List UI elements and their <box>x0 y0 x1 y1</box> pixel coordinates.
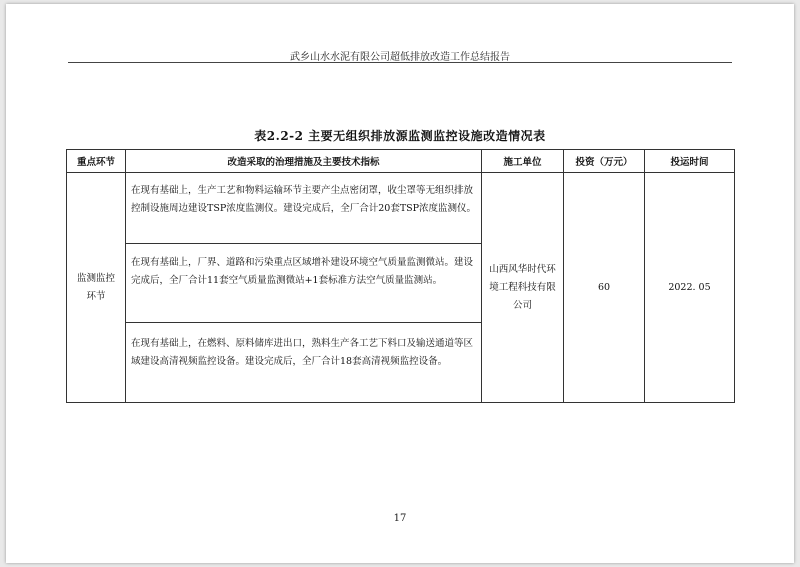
column-header: 改造采取的治理措施及主要技术指标 <box>126 150 482 173</box>
page-number: 17 <box>393 513 407 524</box>
table-row <box>67 173 735 244</box>
column-header: 重点环节 <box>67 150 126 173</box>
document-page <box>6 4 794 563</box>
measure-cell-video: 在现有基础上，在燃料、原料储库进出口，熟料生产各工艺下料口及输送通道等区域建设高清视频监控设备。建设完成后，全厂合计18套高清视频监控设备。 <box>126 323 482 403</box>
measure-cell-tsp: 在现有基础上，生产工艺和物料运输环节主要产尘点密闭罩，收尘罩等无组织排放控制设施周边建设TSP浓度监测仪。建设完成后，全厂合计20套TSP浓度监测仪。 <box>126 173 482 244</box>
contractor-cell: 山西风华时代环境工程科技有限公司 <box>482 173 564 403</box>
column-header: 施工单位 <box>482 150 564 173</box>
column-header: 投资（万元） <box>564 150 645 173</box>
header-divider <box>68 62 732 63</box>
facilities-table <box>66 149 735 403</box>
table-title: 表2.2-2 主要无组织排放源监测监控设施改造情况表 <box>254 129 546 143</box>
operation-date-cell: 2022. 05 <box>645 173 735 403</box>
category-cell: 监测监控环节 <box>67 173 126 403</box>
investment-cell: 60 <box>564 173 645 403</box>
report-header-title: 武乡山水水泥有限公司超低排放改造工作总结报告 <box>290 52 510 63</box>
measure-cell-air-quality: 在现有基础上，厂界、道路和污染重点区域增补建设环境空气质量监测微站。建设完成后，全厂合计11套空气质量监测微站+1套标准方法空气质量监测站。 <box>126 244 482 323</box>
table-header-row <box>67 150 735 173</box>
column-header: 投运时间 <box>645 150 735 173</box>
